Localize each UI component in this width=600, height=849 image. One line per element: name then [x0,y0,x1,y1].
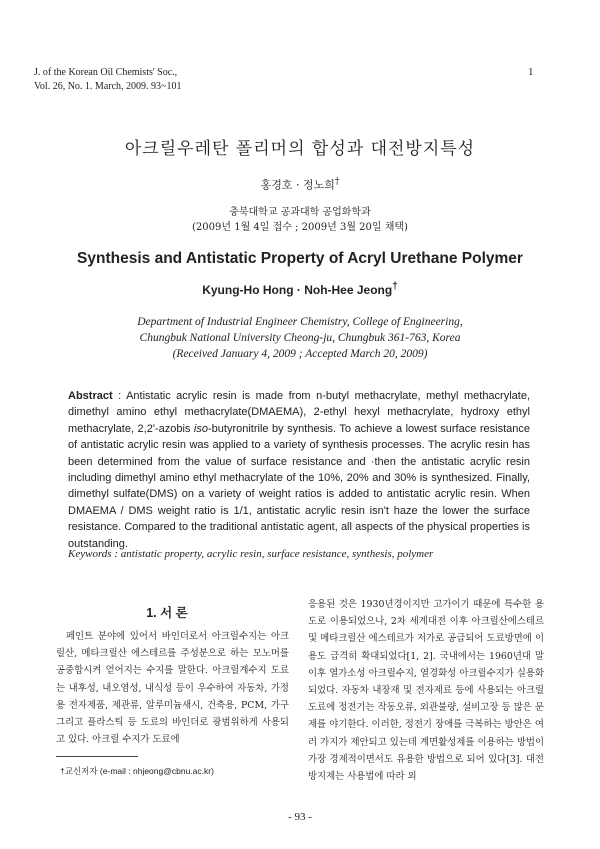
footnote: †교신저자 (e-mail : nhjeong@cbnu.ac.kr) [60,766,214,776]
corresponding-mark: † [334,176,340,187]
page-number-top: 1 [528,66,534,78]
abstract [68,388,530,552]
title-english: Synthesis and Antistatic Property of Acryl Urethane Polymer [77,250,523,267]
received-dates: (Received January 4, 2009 ; Accepted March 20, 2009) [172,348,428,360]
abstract-label: Abstract [68,390,113,402]
authors-korean-names: 홍경호 · 정노희 [260,178,335,192]
authors-english [0,281,600,297]
abstract-separator: : [112,390,127,402]
authors-english-names: Kyung-Ho Hong · Noh-Hee Jeong [202,283,393,297]
affiliation-korean-line1: 충북대학교 공과대학 공업화학과 [229,207,371,218]
affiliation-english-line2: Chungbuk National University Cheong-ju, Chungbuk 361-763, Korea [139,332,461,344]
abstract-text-continued: -butyronitrile by synthesis. To achieve a lowest surface resistance of antistatic acrylic resin was applied to a variety of synthesis processes. The acrylic resin has been determined from the value of surface resistance and ·then the antistatic acrylic resin including dimethyl amino ethyl methacrylate of the 10%, 20% and 30% is synthesized. Finally, dimethyl sulfate(DMS) on a variety of weight ratios is added to antistatic acrylic resin. When DMAEMA / DMS weight ratio is 1/1, antistatic acrylic resin isn't haze the lower the surface resistance. Compared to the traditional antistatic agent, all aspects of the physical properties is outstanding. [68,422,530,550]
footnote-divider [56,756,138,757]
body-text-left: 페인트 분야에 있어서 바인더로서 아크릴수지는 아크릴산, 메타크릴산 에스테르를 주성분으로 하는 모노머를 공중합시켜 얻어지는 수지를 말한다. 아크릴계수지 도료는 내후성, 내오염성, 내식성 등이 우수하여 자동차, 가정용 전자제품, 제관류, 알루미늄새시, 건축용, PCM, 가구 그리고 플라스틱 등 도료의 바인더로 광범위하게 사용되고 있다. 아크릴 수지가 도료에 [56,631,289,746]
abstract-italic: iso [193,422,208,435]
affiliation-korean [0,205,600,235]
keywords: Keywords : antistatic property, acrylic resin, surface resistance, synthesis, polymer [68,548,434,560]
journal-citation [34,66,181,94]
affiliation-english-line1: Department of Industrial Engineer Chemistry, College of Engineering, [137,316,463,328]
abstract-text: Antistatic acrylic resin is made from n-butyl methacrylate, methyl methacrylate, dimethyl amino ethyl methacrylate(DMAEMA), 2-ethyl hexyl methacrylate, hydroxy ethyl methacrylate, 2,2'-azobis [68,390,531,435]
page-number-bottom: - 93 - [288,811,312,823]
corresponding-mark: † [392,281,398,292]
authors-korean [0,176,600,193]
section-heading: 1. 서 론 [146,606,188,620]
affiliation-english [0,314,600,362]
title-korean: 아크릴우레탄 폴리머의 합성과 대전방지특성 [124,139,476,159]
journal-name: J. of the Korean Oil Chemists' Soc., [34,67,178,78]
body-text-right: 응용된 것은 1930년경이지만 고가이기 때문에 특수한 용도로 이용되었으나, 2차 세계대전 이후 아크릴산에스테르 및 메타크릴산 에스테르가 저가로 공급되어 도료방면에 이용도 급격히 확대되었다[1, 2]. 국내에서는 1960년대 말 이후 열가소성 아크릴수지, 열경화성 아크릴수지가 실용화되었다. 자동차 내장재 및 전자제료 등에 사용되는 아크릴 도료에 정전기는 작동오류, 외관불량, 설비고장 등 많은 문제를 야기한다. 이러한, 정전기 장애를 극복하는 방안은 여러 가지가 제안되고 있는데 계면활성제를 이용하는 방법이 가장 경제적이면서도 유용한 방법으로 되어 있다[3]. 대전방지제는 사용법에 따라 외 [308,599,544,783]
journal-volume: Vol. 26, No. 1. March, 2009. 93~101 [34,81,182,92]
affiliation-korean-line2: (2009년 1월 4일 접수 ; 2009년 3월 20일 채택) [192,222,408,233]
